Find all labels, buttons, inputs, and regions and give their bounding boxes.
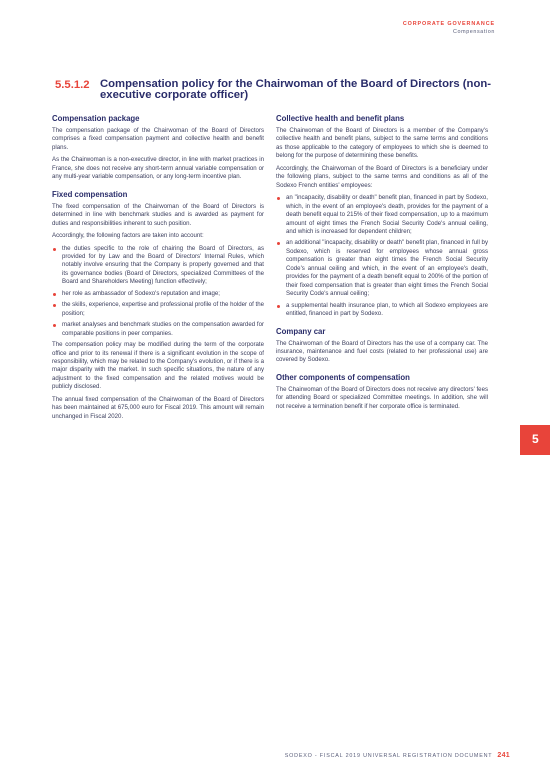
heading-fixed-compensation: Fixed compensation [52, 189, 128, 199]
footer-text: SODEXO - FISCAL 2019 UNIVERSAL REGISTRATION DOCUMENT [284, 753, 493, 759]
paragraph: The fixed compensation of the Chairwoman of the Board of Directors is determined in line with benchmark studies and is awarded as payment for duties and responsibilities inherent to such position. [52, 202, 264, 227]
paragraph: Accordingly, the following factors are taken into account: [52, 232, 204, 240]
list-item: the duties specific to the role of chairing the Board of Directors, as provided for by Law and the Board of Directors' Internal Rules, which notably involve ensuring that the Company is properly governed and that its governance bodies (Board of Directors, specialized Committees of the Board and Shareholders Meeting) function effectively; [52, 245, 264, 287]
page-number: 241 [497, 752, 510, 759]
bullet-icon [53, 324, 56, 327]
right-column [276, 114, 488, 415]
bullet-icon [277, 305, 280, 308]
bullet-icon [53, 293, 56, 296]
paragraph: Accordingly, the Chairwoman of the Board of Directors is a beneficiary under the following plans, subject to the same terms and conditions as all of the Sodexo French entities' employees: [276, 164, 488, 189]
bullet-icon [53, 304, 56, 307]
bullet-icon [277, 242, 280, 245]
running-header [403, 20, 495, 37]
section-heading: Compensation policy for the Chairwoman of the Board of Directors (non-executive corporate officer) [100, 78, 492, 102]
heading-health-benefit-plans: Collective health and benefit plans [276, 114, 405, 123]
chapter-tab [520, 425, 550, 455]
heading-other-components: Other components of compensation [276, 372, 410, 382]
list-item: her role as ambassador of Sodexo's reputation and image; [52, 290, 264, 298]
paragraph: The compensation package of the Chairwoman of the Board of Directors comprises a fixed compensation payment and collective health and benefit plans. [52, 127, 264, 151]
list-item: the skills, experience, expertise and professional profile of the holder of the position; [52, 301, 264, 318]
list-item: an "incapacity, disability or death" benefit plan, financed in part by Sodexo, which, in the event of an employee's death, provides for the payment of a death benefit equal to 215% of their fixed compensation, up to a maximum amount of eight times the French Social Security Code's annual ceiling, and which is increased for dependent children; [276, 194, 488, 236]
paragraph: The compensation policy may be modified during the term of the corporate office and prior to its renewal if there is a significant evolution in the scope of responsibility, which may be related to the Company's evolution, or if there is a major disparity with the market. In such specific situations, the nature of any adjustment to the fixed compensation and the related motives would be publicly disclosed. [52, 341, 264, 391]
header-section: CORPORATE GOVERNANCE [402, 21, 495, 27]
heading-compensation-package: Compensation package [52, 114, 140, 123]
paragraph: The Chairwoman of the Board of Directors has the use of a company car. The insurance, maintenance and fuel costs (related to her professional use) are covered by Sodexo. [276, 339, 488, 364]
bullet-icon [53, 248, 56, 251]
page-footer [285, 752, 510, 760]
list-item: an additional "incapacity, disability or death" benefit plan, financed in full by Sodexo, which is reserved for employees whose annual gross compensation is greater than eight times the French Social Security Code's annual ceiling and which, in the event of an employee's death, provides for the payment of a death benefit equal to 200% of the portion of their fixed compensation that is greater than eight times the French Social Security Code's annual ceiling; [276, 239, 488, 298]
heading-company-car: Company car [276, 326, 326, 336]
paragraph: As the Chairwoman is a non-executive director, in line with market practices in France, she does not receive any short-term annual variable compensation or any multi-year variable compensation, or any long-term incentive plan. [52, 156, 264, 181]
paragraph: The Chairwoman of the Board of Directors is a member of the Company's collective health and benefit plans, subject to the same terms and conditions as those applicable to the category of employees to which she is deemed to belong for the purpose of determining these benefits. [276, 127, 488, 160]
paragraph: The Chairwoman of the Board of Directors does not receive any directors' fees for attending Board or specialized Committee meetings. In addition, she will not receive a termination benefit if her corporate office is terminated. [276, 385, 488, 410]
list-item: market analyses and benchmark studies on the compensation awarded for comparable positions in peer companies. [52, 321, 264, 338]
bullet-list [276, 194, 488, 318]
left-column [52, 114, 264, 425]
bullet-icon [277, 197, 280, 200]
bullet-list [52, 245, 264, 339]
chapter-number: 5 [532, 432, 539, 446]
list-item: a supplemental health insurance plan, to which all Sodexo employees are entitled, financed in part by Sodexo. [276, 302, 488, 319]
paragraph: The annual fixed compensation of the Chairwoman of the Board of Directors has been maintained at 675,000 euro for Fiscal 2019. This amount will remain unchanged in Fiscal 2020. [52, 395, 264, 420]
section-number: 5.5.1.2 [55, 79, 90, 91]
header-subsection: Compensation [453, 29, 495, 35]
